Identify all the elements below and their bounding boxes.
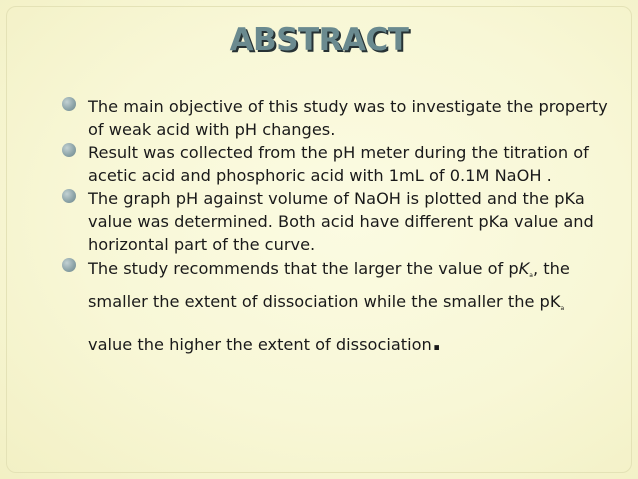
bullet-icon — [62, 189, 76, 203]
bullet-item — [62, 95, 614, 141]
bullet-text: The study recommends that the larger the value of $pK_a$, the smaller the extent of dissociation while the smaller the $pK_a$ value the higher the extent of dissociation. — [88, 259, 570, 357]
pka-k: K — [518, 259, 530, 278]
bullet-icon — [62, 258, 76, 272]
bullet-item — [62, 187, 614, 256]
bullet-text: Result was collected from the pH meter during the titration of acetic acid and phosphoric acid with 1mL of 0.1M NaOH . — [88, 143, 589, 185]
bullet-icon — [62, 143, 76, 157]
slide-title: ABSTRACT — [229, 22, 409, 58]
pka-subscript: a — [529, 272, 533, 279]
bullet-item — [62, 141, 614, 187]
bullet-icon — [62, 97, 76, 111]
pka-subscript: a — [560, 305, 565, 312]
bullet-text: The main objective of this study was to investigate the property of weak acid with pH changes. — [88, 97, 608, 139]
bullet-list — [62, 95, 614, 358]
final-period: . — [431, 327, 442, 357]
bullet-item — [62, 256, 614, 358]
bullet-text: The graph pH against volume of NaOH is plotted and the pKa value was determined. Both acid have different pKa value and horizontal part of the curve. — [88, 189, 594, 254]
